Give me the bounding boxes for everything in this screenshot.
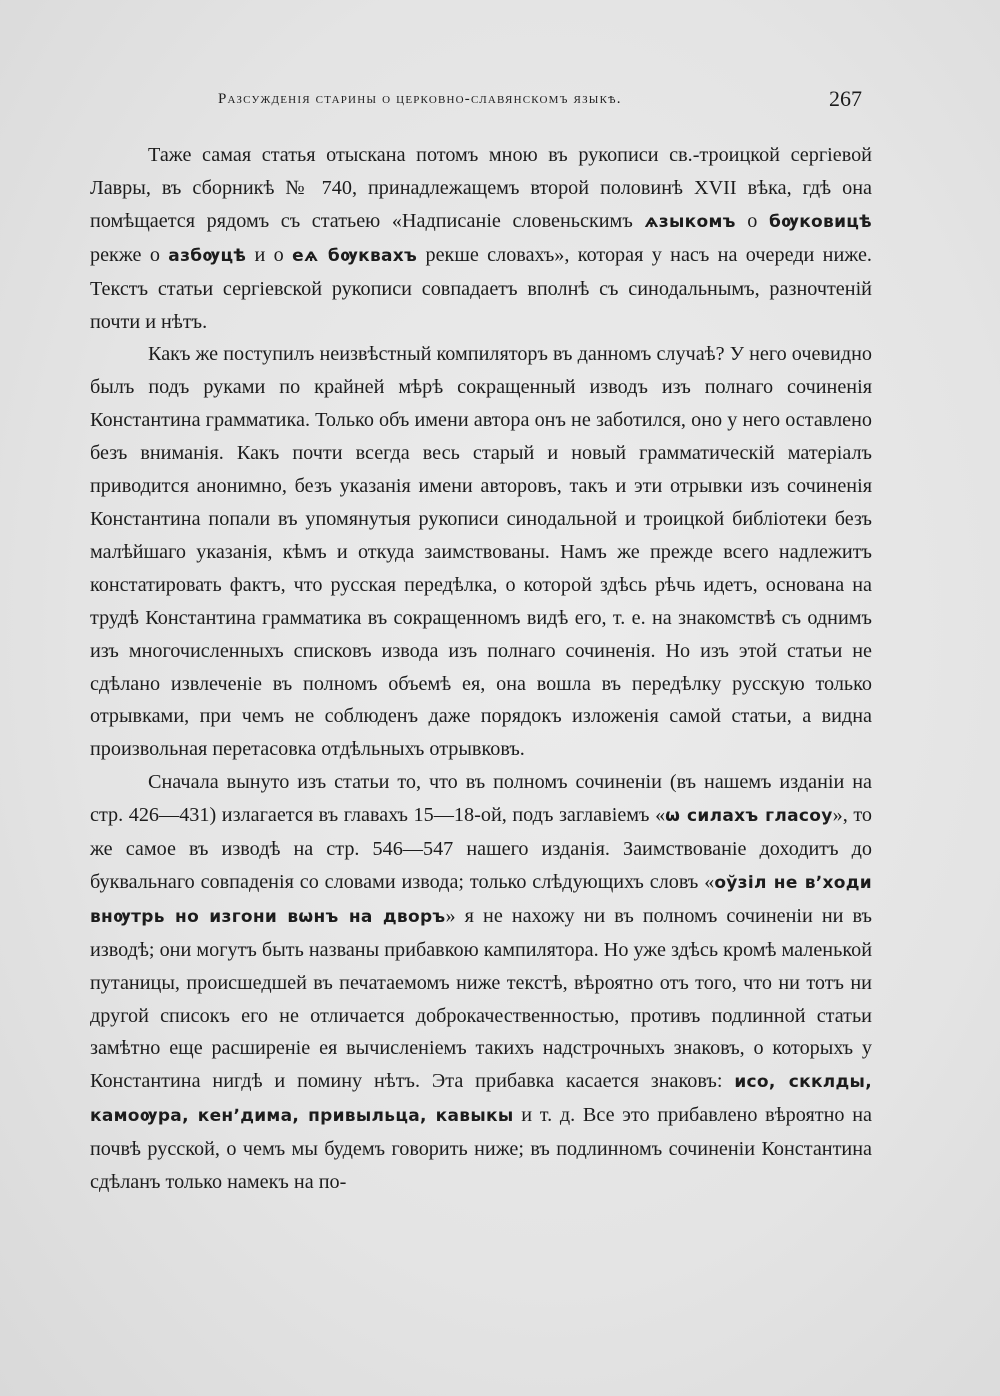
text-run: рекше словахъ», которая у насъ на очереди ниже. Текстъ статьи сергіевской рукописи совпадаетъ вполнѣ съ синодальнымъ, разночтеній почти и нѣтъ. [90, 243, 872, 333]
church-slavonic-quote: оўзіл не вʼходи внѹтрь но изгони вѡнъ на дворъ [90, 872, 873, 927]
text-run: Сначала вынуто изъ статьи то, что въ полномъ сочиненіи (въ нашемъ изданіи на стр. 426—431) излагается въ главахъ 15—18-ой, подъ заглавіемъ « [90, 771, 872, 827]
church-slavonic-quote: ѧзыкомъ [644, 211, 736, 232]
paragraph-3 [90, 766, 872, 1199]
text-run: » я не нахожу ни въ полномъ сочиненіи ни въ изводѣ; они могутъ быть названы прибавкою кампилятора. Но уже здѣсь кромѣ маленькой путаницы, происшедшей въ печатаемомъ ниже текстѣ, вѣроятно отъ того, что ни тотъ ни другой списокъ его не отличается доброкачественностью, противъ подлинной статьи замѣтно еще расширеніе ея вычисленіемъ такихъ надстрочныхъ знаковъ, о которыхъ у Константина нигдѣ и помину нѣтъ. Эта прибавка касается знаковъ: [90, 904, 872, 1093]
paragraph-1 [90, 139, 872, 338]
text-run: Какъ же поступилъ неизвѣстный компиляторъ въ данномъ случаѣ? У него очевидно былъ подъ руками по крайней мѣрѣ сокращенный изводъ изъ полнаго сочиненія Константина грамматика. Только объ имени автора онъ не заботился, оно у него оставлено безъ вниманія. Какъ почти всегда весь старый и новый грамматическій матеріалъ приводится анонимно, безъ указанія имени авторовъ, такъ и эти отрывки изъ сочиненія Константина попали въ упомянутыя рукописи синодальной и троицкой библіотеки безъ малѣйшаго указанія, кѣмъ и откуда заимствованы. Намъ же прежде всего надлежитъ констатировать фактъ, что русская передѣлка, о которой здѣсь рѣчь идетъ, основана на трудѣ Константина грамматика въ сокращенномъ видѣ его, т. е. на знакомствѣ съ однимъ изъ многочисленныхъ списковъ извода изъ полнаго сочиненія. Но изъ этой статьи не сдѣлано извлеченіе въ полномъ объемѣ ея, она вошла въ передѣлку русскую только отрывками, при чемъ не соблюденъ даже порядокъ изложенія самой статьи, а видна произвольная перетасовка отдѣльныхъ отрывковъ. [90, 343, 872, 761]
paragraph-2 [90, 338, 872, 766]
church-slavonic-quote: исо, скклды, камоѹра, кенʼдима, привыльца, кавыкы [90, 1072, 872, 1127]
church-slavonic-quote: ѡ силахъ гласоу [665, 806, 833, 827]
text-run: о [735, 209, 769, 232]
text-run: и о [246, 243, 293, 266]
text-run: рекже о [90, 243, 169, 266]
text-run: Таже самая статья отыскана потомъ мною въ рукописи св.-троицкой сергіевой Лавры, въ сборникѣ № 740, принадлежащемъ второй половинѣ XVII вѣка, гдѣ она помѣщается рядомъ съ статьею «Надписаніе словеньскимъ [90, 144, 872, 232]
page-number: 267 [829, 86, 862, 111]
running-title: Разсужденія старины о церковно-славянскомъ языкѣ. [218, 91, 622, 107]
church-slavonic-quote: еѧ бѹквахъ [292, 245, 418, 266]
church-slavonic-quote: бѹковицѣ [768, 211, 872, 232]
text-run: », то же самое въ изводѣ на стр. 546—547 нашего изданія. Заимствованіе доходитъ до буквальнаго совпаденія со словами извода; только слѣдующихъ словъ « [90, 804, 872, 893]
body-text [90, 139, 872, 1199]
text-run: и т. д. Все это прибавлено вѣроятно на почвѣ русской, о чемъ мы будемъ говорить ниже; въ подлинномъ сочиненіи Константина сдѣланъ только намекъ на по- [90, 1104, 872, 1194]
church-slavonic-quote: азбѹцѣ [168, 245, 247, 266]
